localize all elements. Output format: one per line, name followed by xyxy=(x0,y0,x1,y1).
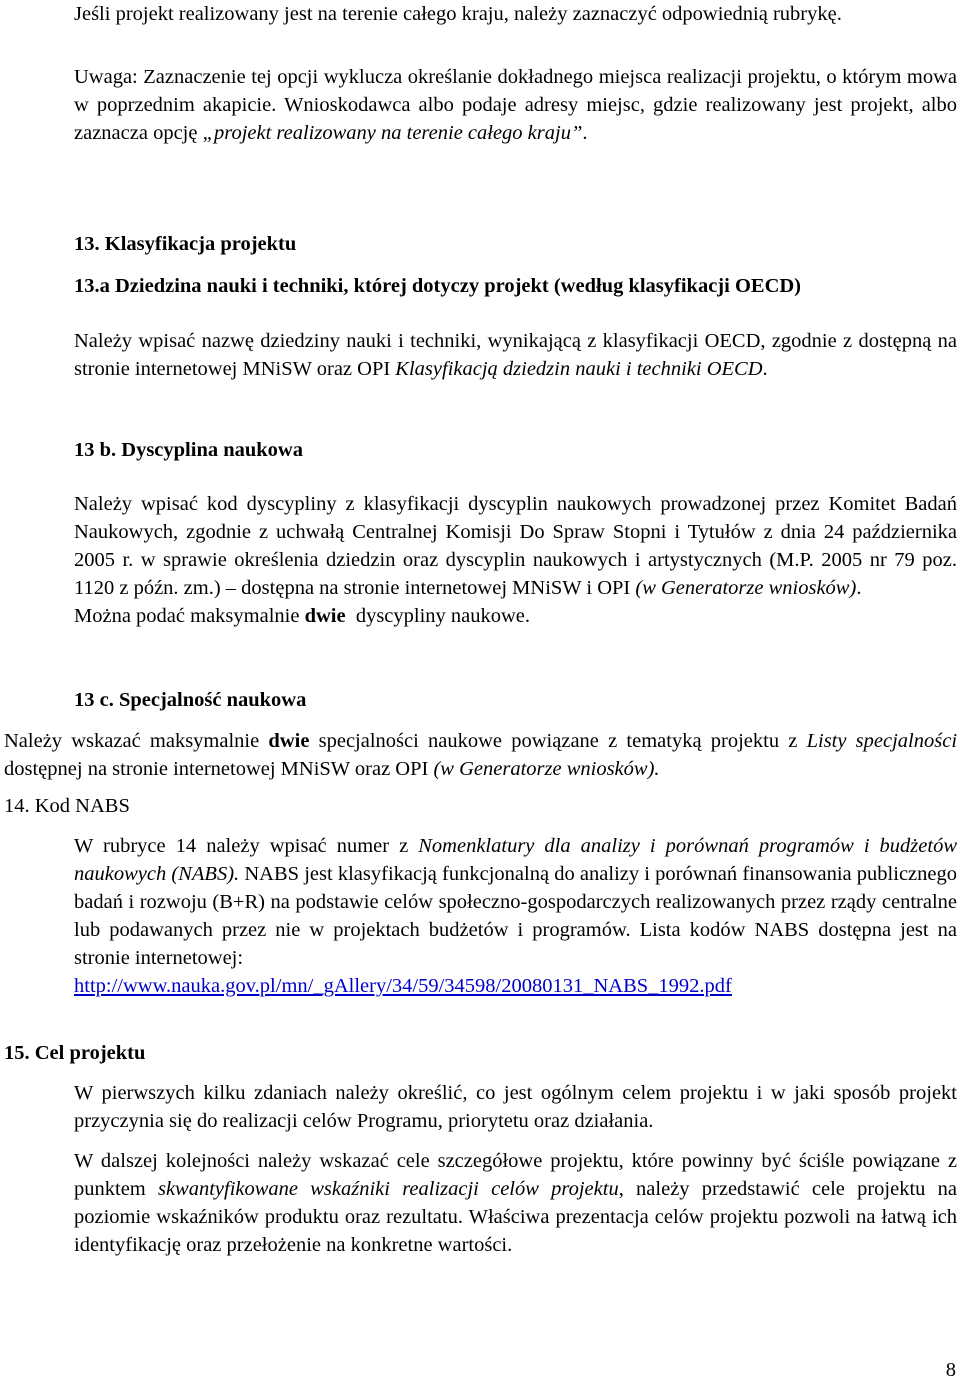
p13c-italic1: Listy specjalności xyxy=(806,730,958,752)
p15b-italic: skwantyfikowane wskaźniki realizacji celów projektu xyxy=(157,1178,619,1200)
paragraph-uwaga xyxy=(74,63,957,147)
uwaga-italic: „projekt realizowany na terenie całego kraju” xyxy=(202,122,583,144)
heading-13: 13. Klasyfikacja projektu xyxy=(74,233,297,255)
heading-14: 14. Kod NABS xyxy=(4,795,130,817)
paragraph-text: Jeśli projekt realizowany jest na terenie całego kraju, należy zaznaczyć odpowiednią rubrykę. xyxy=(74,3,842,25)
heading-13c: 13 c. Specjalność naukowa xyxy=(74,689,307,711)
p14-text: NABS jest klasyfikacją funkcjonalną do analizy i porównań finansowania publicznego badań i rozwoju (B+R) na podstawie celów społeczno-gospodarczych realizowanych przez rządy centralne lub podawanych przez nie w projektach budżetów i programów. Lista kodów NABS dostępna jest na stronie internetowej: xyxy=(74,863,957,969)
p15b-pre: W dalszej kolejności należy wskazać cele szczegółowe projektu, które powinny być ściśle powiązane z punktem xyxy=(74,1150,957,1200)
paragraph-13c xyxy=(4,727,957,783)
heading-13a: 13.a Dziedzina nauki i techniki, której dotyczy projekt (według klasyfikacji OECD) xyxy=(74,275,801,297)
p13c-pre: Należy wskazać maksymalnie xyxy=(4,730,269,752)
p13b-italic: (w Generatorze wniosków) xyxy=(635,577,857,599)
p13c-mid2: dostępnej na stronie internetowej MNiSW oraz OPI xyxy=(4,758,434,780)
p13b-end: . xyxy=(856,577,862,599)
p13b-text: Należy wpisać kod dyscypliny z klasyfikacji dyscyplin naukowych prowadzonej przez Komitet Badań Naukowych, zgodnie z uchwałą Centralnej Komisji Do Spraw Stopni i Tytułów z dnia 24 października 2005 r. w sprawie określenia dziedzin oraz dyscyplin naukowych i artystycznych (M.P. 2005 nr 79 poz. 1120 z późn. zm.) – dostępna na stronie internetowej MNiSW i OPI xyxy=(74,493,957,599)
heading-15: 15. Cel projektu xyxy=(4,1042,146,1064)
p14-pre: W rubryce 14 należy wpisać numer z xyxy=(74,835,419,857)
paragraph-13b xyxy=(74,490,957,630)
p13a-italic: Klasyfikacją dziedzin nauki i techniki OECD xyxy=(395,358,763,380)
paragraph-15b xyxy=(74,1147,957,1259)
nabs-link[interactable]: http://www.nauka.gov.pl/mn/_gAllery/34/59/34598/20080131_NABS_1992.pdf xyxy=(74,975,732,997)
heading-13b: 13 b. Dyscyplina naukowa xyxy=(74,439,303,461)
uwaga-text: Zaznaczenie tej opcji wyklucza określanie dokładnego miejsca realizacji projektu, o którym mowa w poprzednim akapicie. Wnioskodawca albo podaje adresy miejsc, gdzie realizowany jest projekt, albo zaznacza opcję xyxy=(74,66,957,144)
p14-italic: Nomenklatury dla analizy i porównań programów i budżetów naukowych (NABS). xyxy=(74,835,957,885)
page-number: 8 xyxy=(945,1359,956,1381)
p13c-italic2: (w Generatorze wniosków). xyxy=(433,758,660,780)
p13b-line2-bold: dwie xyxy=(304,605,346,627)
p13a-text: Należy wpisać nazwę dziedziny nauki i techniki, wynikającą z klasyfikacji OECD, zgodnie z dostępną na stronie internetowej MNiSW oraz OPI xyxy=(74,330,957,380)
paragraph-15a: W pierwszych kilku zdaniach należy określić, co jest ogólnym celem projektu i w jaki sposób projekt przyczynia się do realizacji celów Programu, priorytetu oraz działania. xyxy=(74,1082,957,1132)
p13b-line2-pre: Można podać maksymalnie xyxy=(74,605,305,627)
p13a-end: . xyxy=(762,358,768,380)
p15b-post: , należy przedstawić cele projektu na poziomie wskaźników produktu oraz rezultatu. Właściwa prezentacja celów projektu pozwoli na łatwą ich identyfikację oraz przełożenie na konkretne wartości. xyxy=(74,1178,957,1256)
uwaga-label: Uwaga: xyxy=(74,66,138,88)
paragraph-14 xyxy=(74,832,957,1000)
uwaga-end: . xyxy=(582,122,588,144)
p13b-line2-post: dyscypliny naukowe. xyxy=(345,605,531,627)
p13c-bold: dwie xyxy=(268,730,310,752)
p13c-mid: specjalności naukowe powiązane z tematyką projektu z xyxy=(309,730,807,752)
paragraph-13a xyxy=(74,327,957,383)
paragraph-nationwide xyxy=(74,0,957,28)
